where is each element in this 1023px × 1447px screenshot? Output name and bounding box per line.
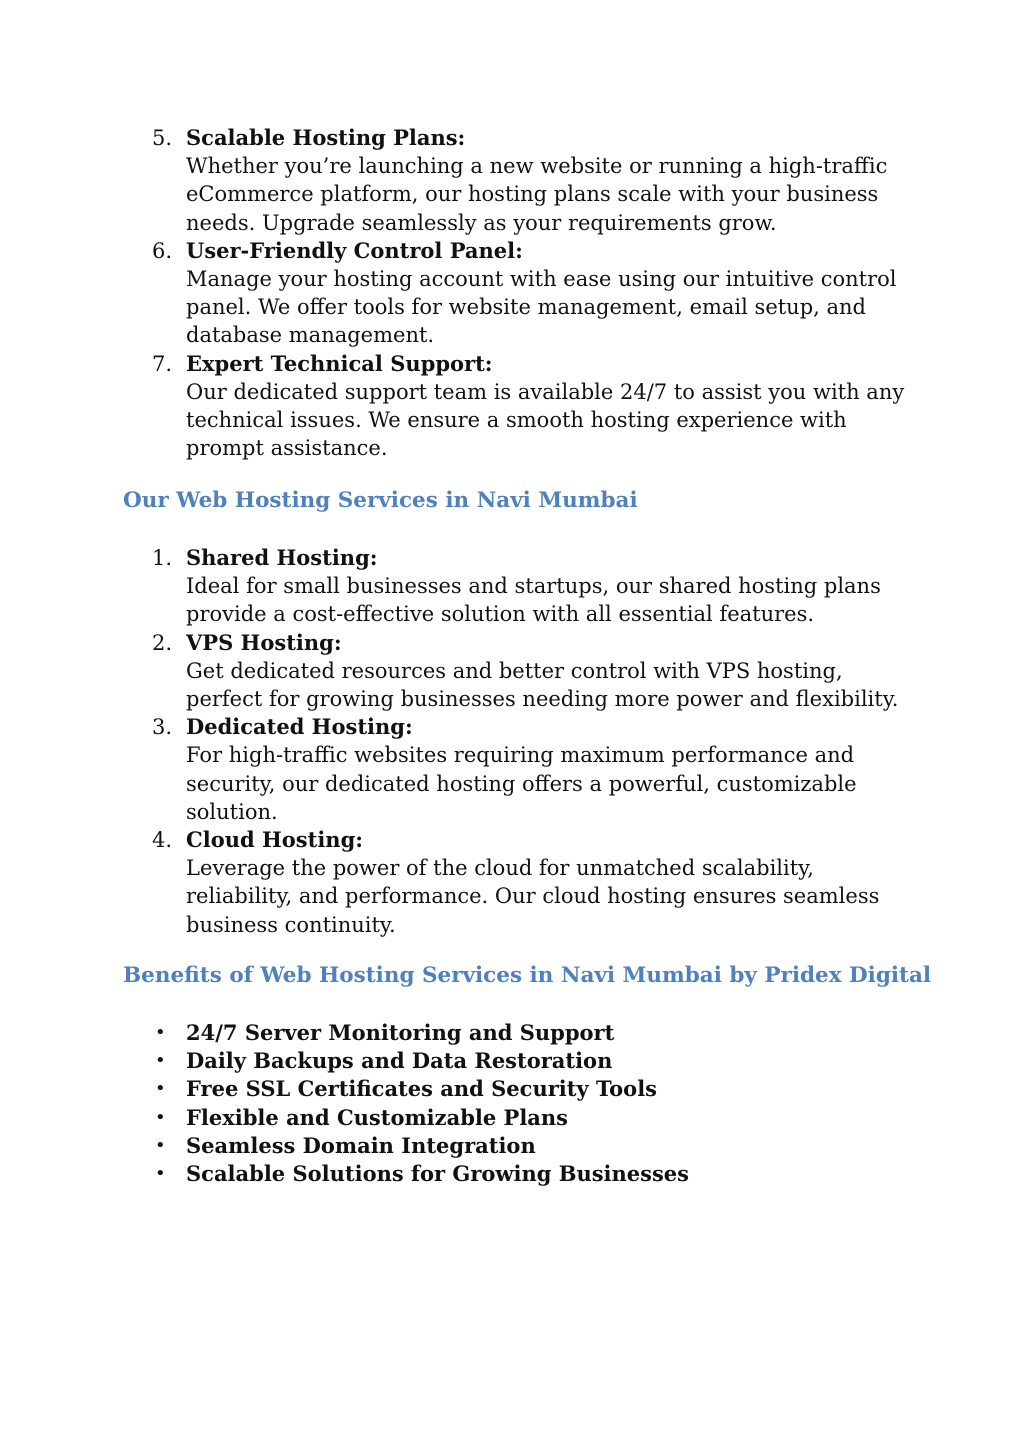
list-item bbox=[0, 713, 1023, 826]
list-item-title: User-Friendly Control Panel: bbox=[186, 237, 523, 263]
bullet-text: Seamless Domain Integration bbox=[186, 1132, 536, 1158]
bullet-text: Scalable Solutions for Growing Businesses bbox=[186, 1161, 689, 1187]
bullet-icon: • bbox=[155, 1050, 166, 1072]
list-item-body: Ideal for small businesses and startups, our shared hosting plans provide a cost-effective solution with all essential features. bbox=[186, 574, 881, 627]
bullet-icon: • bbox=[155, 1163, 166, 1185]
benefits-list bbox=[0, 1019, 1023, 1188]
list-item-title: Cloud Hosting: bbox=[186, 827, 364, 853]
list-item-body: Whether you’re launching a new website or running a high-traffic eCommerce platform, our hosting plans scale with your business needs. Upgrade seamlessly as your requirements grow. bbox=[186, 154, 888, 235]
list-item bbox=[0, 826, 1023, 939]
bullet-text: 24/7 Server Monitoring and Support bbox=[186, 1020, 615, 1045]
bullet-text: Free SSL Certificates and Security Tools bbox=[186, 1076, 657, 1102]
benefits-heading: Benefits of Web Hosting Services in Navi Mumbai by Pridex Digital bbox=[123, 963, 932, 988]
list-item bbox=[0, 1019, 1023, 1047]
list-item bbox=[0, 544, 1023, 629]
services-heading: Our Web Hosting Services in Navi Mumbai bbox=[123, 488, 638, 513]
list-item bbox=[0, 1047, 1023, 1075]
list-item-body: Get dedicated resources and better control with VPS hosting, perfect for growing businesses needing more power and flexibility. bbox=[186, 658, 899, 712]
list-number: 5. bbox=[152, 126, 173, 150]
list-item-body: Manage your hosting account with ease using our intuitive control panel. We offer tools for website management, email setup, and database management. bbox=[186, 267, 897, 348]
list-item bbox=[0, 124, 1023, 237]
bullet-icon: • bbox=[155, 1134, 166, 1156]
list-item-title: Scalable Hosting Plans: bbox=[186, 125, 466, 150]
bullet-icon: • bbox=[155, 1022, 166, 1043]
services-list bbox=[0, 544, 1023, 939]
list-item bbox=[0, 1104, 1023, 1132]
list-number: 4. bbox=[152, 828, 173, 853]
list-item bbox=[0, 1132, 1023, 1160]
list-item-body: For high-traffic websites requiring maximum performance and security, our dedicated hosting offers a powerful, customizable solution. bbox=[186, 743, 857, 824]
list-number: 2. bbox=[152, 630, 173, 655]
list-item-body: Our dedicated support team is available 24/7 to assist you with any technical issues. We ensure a smooth hosting experience with prompt assistance. bbox=[186, 379, 905, 461]
list-number: 1. bbox=[152, 546, 173, 570]
list-item bbox=[0, 350, 1023, 463]
bullet-icon: • bbox=[155, 1078, 166, 1100]
list-item-title: Dedicated Hosting: bbox=[186, 714, 413, 740]
bullet-text: Flexible and Customizable Plans bbox=[186, 1104, 568, 1130]
list-item-title: Expert Technical Support: bbox=[186, 350, 493, 376]
list-item bbox=[0, 1075, 1023, 1103]
list-item bbox=[0, 1160, 1023, 1188]
list-number: 6. bbox=[152, 238, 173, 263]
bullet-icon: • bbox=[155, 1106, 166, 1128]
list-item-title: Shared Hosting: bbox=[186, 545, 378, 570]
list-item bbox=[0, 629, 1023, 714]
list-item bbox=[0, 237, 1023, 350]
bullet-text: Daily Backups and Data Restoration bbox=[186, 1048, 613, 1074]
list-item-body: Leverage the power of the cloud for unmatched scalability, reliability, and performance. Our cloud hosting ensures seamless business continuity. bbox=[186, 856, 880, 937]
list-number: 7. bbox=[152, 351, 173, 376]
list-number: 3. bbox=[152, 715, 173, 740]
list-item-title: VPS Hosting: bbox=[186, 629, 342, 655]
features-list bbox=[0, 124, 1023, 462]
